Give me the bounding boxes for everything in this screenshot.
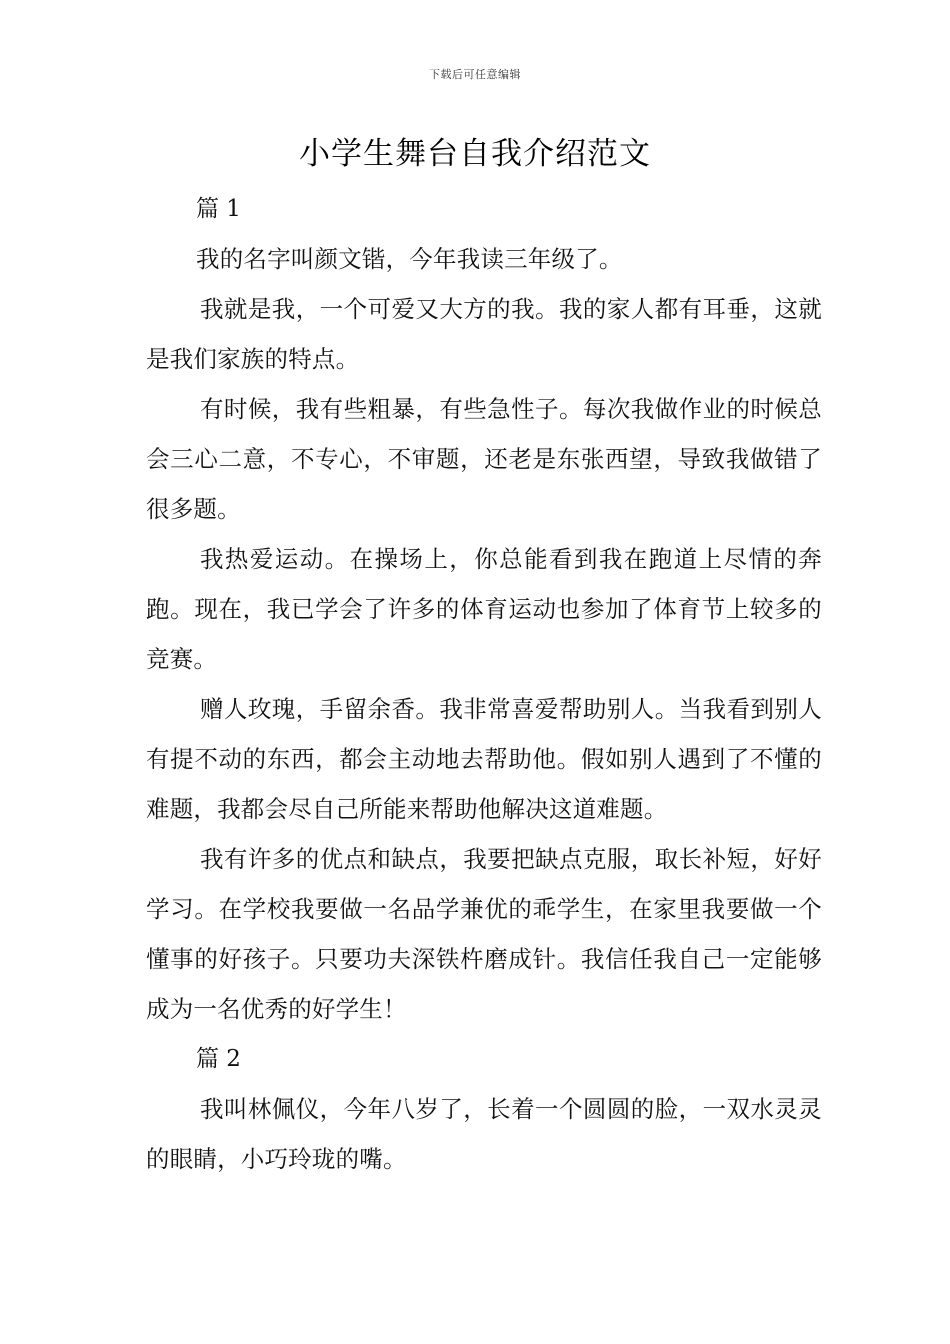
- paragraph: 我有许多的优点和缺点，我要把缺点克服，取长补短，好好学习。在学校我要做一名品学兼优的乖学生，在家里我要做一个懂事的好孩子。只要功夫深铁杵磨成针。我信任我自己一定能够成为一名优秀的好学生！: [146, 845, 822, 1023]
- paragraph: 赠人玫瑰，手留余香。我非常喜爱帮助别人。当我看到别人有提不动的东西，都会主动地去帮助他。假如别人遇到了不懂的难题，我都会尽自己所能来帮助他解决这道难题。: [146, 695, 822, 823]
- document-title: 小学生舞台自我介绍范文: [299, 136, 651, 172]
- paragraph: 我就是我，一个可爱又大方的我。我的家人都有耳垂，这就是我们家族的特点。: [146, 295, 822, 373]
- header-note: 下载后可任意编辑: [429, 68, 521, 81]
- section-heading-1: 篇 1: [196, 196, 241, 222]
- paragraph: 我叫林佩仪，今年八岁了，长着一个圆圆的脸，一双水灵灵的眼睛，小巧玲珑的嘴。: [146, 1095, 822, 1173]
- paragraph: 我热爱运动。在操场上，你总能看到我在跑道上尽情的奔跑。现在，我已学会了许多的体育运动也参加了体育节上较多的竞赛。: [146, 545, 822, 673]
- document-body: [146, 184, 822, 1184]
- paragraph: 我的名字叫颜文锴，今年我读三年级了。: [196, 245, 623, 273]
- paragraph: 有时候，我有些粗暴，有些急性子。每次我做作业的时候总会三心二意，不专心，不审题，还老是东张西望，导致我做错了很多题。: [146, 395, 822, 523]
- section-heading-2: 篇 2: [196, 1046, 241, 1072]
